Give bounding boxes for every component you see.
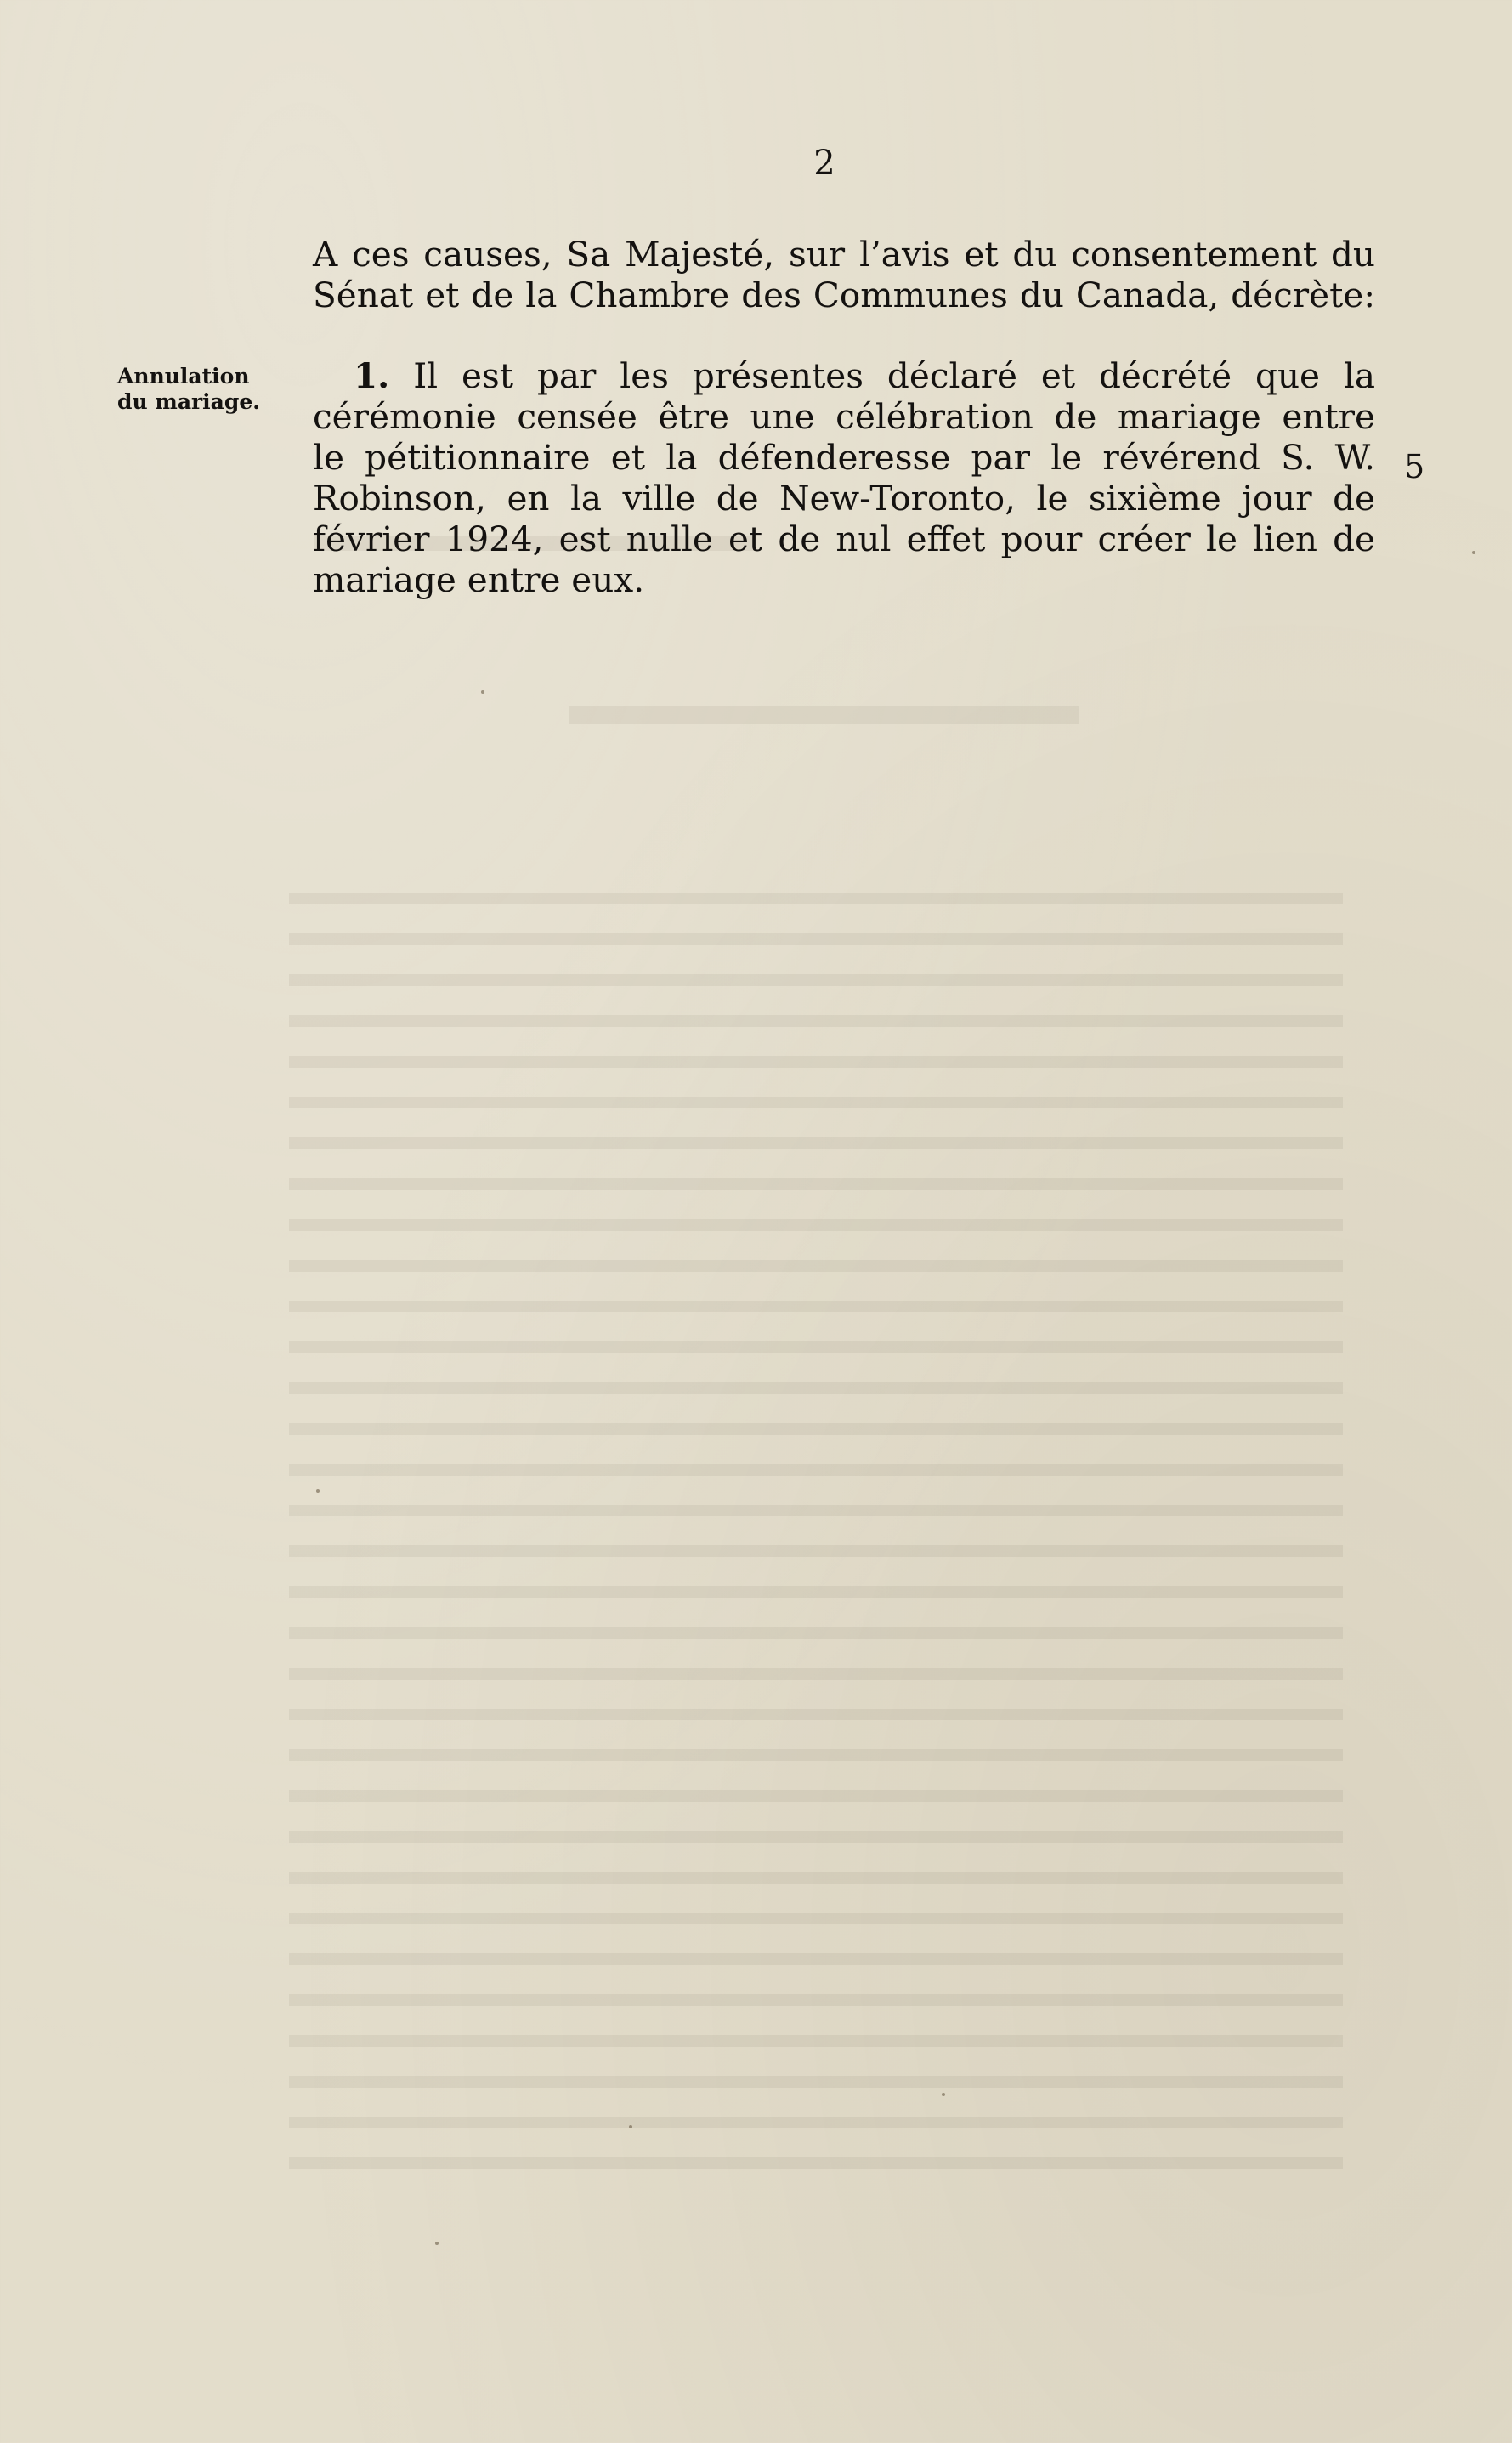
section-1-line-6: mariage entre eux.: [313, 559, 645, 600]
section-1-first-line: [313, 355, 1375, 396]
margin-note-line-2: du mariage.: [117, 389, 260, 414]
paper-speck: [1472, 551, 1475, 554]
section-1-line-3: le pétitionnaire et la défenderesse par le révérend S. W.: [313, 437, 1375, 478]
paper-speck: [316, 1489, 320, 1493]
margin-note-line-1: Annulation: [117, 364, 250, 388]
section-1-line-2: cérémonie censée être une célébration de mariage entre: [313, 396, 1375, 437]
section-number: 1.: [354, 355, 390, 396]
section-1-line-4: Robinson, en la ville de New-Toronto, le sixième jour de: [313, 478, 1375, 519]
paper-speck: [481, 690, 484, 694]
enacting-clause-line-1: A ces causes, Sa Majesté, sur l’avis et du consentement du: [313, 234, 1375, 275]
margin-note: [117, 364, 287, 415]
paper-speck: [942, 2093, 945, 2096]
bleed-through-texture: [289, 536, 1377, 2239]
section-1-first-line-text: Il est par les présentes déclaré et décrété que la: [413, 355, 1376, 396]
paper-speck: [629, 2125, 632, 2128]
enacting-clause: [313, 234, 1375, 315]
enacting-clause-line-2: Sénat et de la Chambre des Communes du Canada, décrète:: [313, 275, 1375, 315]
section-1-line-5: février 1924, est nulle et de nul effet pour créer le lien de: [313, 519, 1375, 559]
line-number-marker: 5: [1404, 448, 1425, 485]
paper-speck: [435, 2242, 439, 2245]
page-number: 2: [813, 144, 835, 183]
section-1: [313, 355, 1375, 600]
